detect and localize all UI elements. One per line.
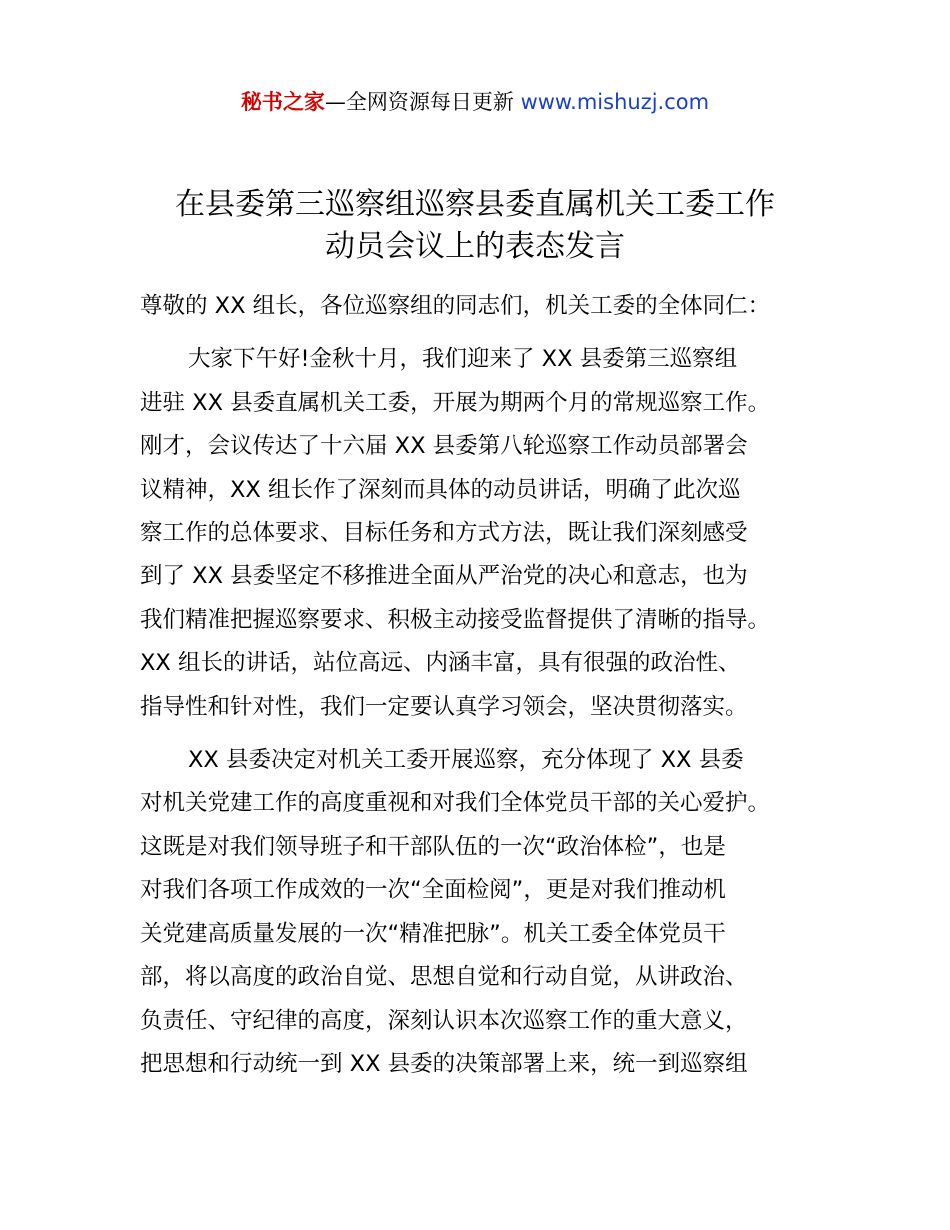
paragraph-line: 到了 XX 县委坚定不移推进全面从严治党的决心和意志，也为 <box>140 563 748 590</box>
paragraph-line: 刚才，会议传达了十六届 XX 县委第八轮巡察工作动员部署会 <box>140 433 748 460</box>
paragraph-line: XX 组长的讲话，站位高远、内涵丰富，具有很强的政治性、 <box>140 650 741 677</box>
paragraph-2 <box>140 739 812 1086</box>
salutation: 尊敬的 XX 组长，各位巡察组的同志们，机关工委的全体同仁： <box>140 293 771 319</box>
site-header <box>0 86 950 118</box>
paragraph-line: 部，将以高度的政治自觉、思想自觉和行动自觉，从讲政治、 <box>140 964 748 991</box>
paragraph-line: 指导性和针对性，我们一定要认真学习领会，坚决贯彻落实。 <box>140 693 748 720</box>
document-body <box>140 285 812 1096</box>
paragraph-line: 我们精准把握巡察要求、积极主动接受监督提供了清晰的指导。 <box>140 606 771 633</box>
paragraph-line: 议精神，XX 组长作了深刻而具体的动员讲话，明确了此次巡 <box>140 476 741 503</box>
document-title <box>0 184 950 268</box>
paragraph-line: 大家下午好!金秋十月，我们迎来了 XX 县委第三巡察组 <box>188 346 738 373</box>
paragraph-line: 关党建高质量发展的一次“精准把脉”。机关工委全体党员干 <box>140 920 726 947</box>
title-line-2: 动员会议上的表态发言 <box>325 229 625 264</box>
header-tagline: —全网资源每日更新 <box>324 90 521 114</box>
paragraph-line: 对机关党建工作的高度重视和对我们全体党员干部的关心爱护。 <box>140 790 771 817</box>
paragraph-1 <box>140 338 812 729</box>
paragraph-line: 把思想和行动统一到 XX 县委的决策部署上来，统一到巡察组 <box>140 1050 748 1077</box>
title-line-1: 在县委第三巡察组巡察县委直属机关工委工作 <box>175 187 775 222</box>
site-url-link[interactable]: www.mishuzj.com <box>520 90 710 114</box>
paragraph-line: 负责任、守纪律的高度，深刻认识本次巡察工作的重大意义， <box>140 1007 748 1034</box>
paragraph-line: 察工作的总体要求、目标任务和方式方法，既让我们深刻感受 <box>140 520 748 547</box>
paragraph-line: XX 县委决定对机关工委开展巡察，充分体现了 XX 县委 <box>188 747 744 774</box>
paragraph-line: 对我们各项工作成效的一次“全面检阅”，更是对我们推动机 <box>140 877 726 904</box>
paragraph-line: 进驻 XX 县委直属机关工委，开展为期两个月的常规巡察工作。 <box>140 389 771 416</box>
paragraph-line: 这既是对我们领导班子和干部队伍的一次“政治体检”，也是 <box>140 833 726 860</box>
brand-name: 秘书之家 <box>240 90 325 114</box>
